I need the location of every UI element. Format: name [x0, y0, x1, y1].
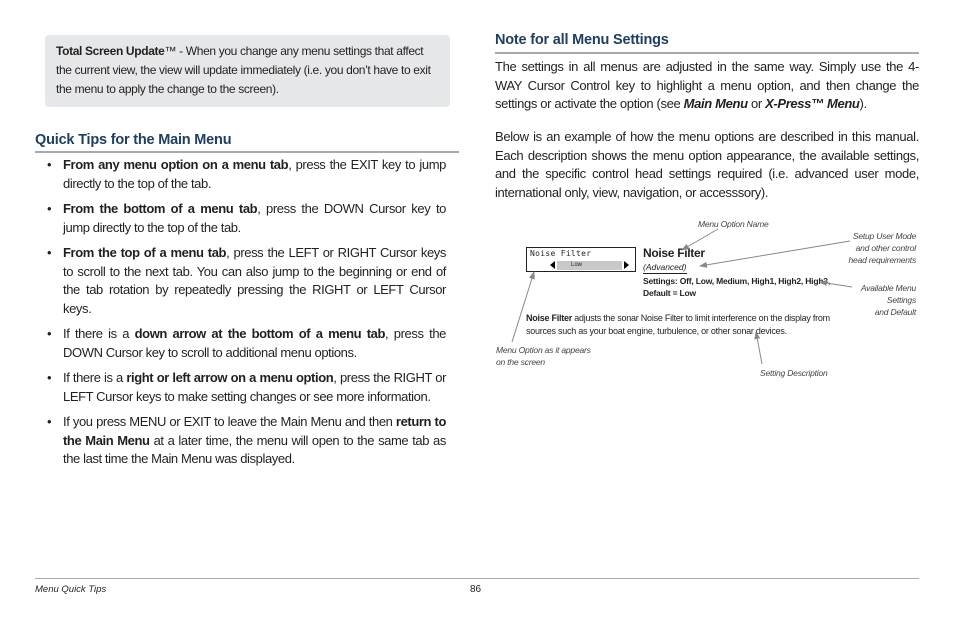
- option-name: Noise Filter: [643, 246, 705, 260]
- arrow-available-settings: [820, 282, 852, 287]
- list-item: • From the top of a menu tab, press the LEFT or RIGHT Cursor keys to scroll to the next tab. You can also jump to the beginning or end of the tab rotation by repeatedly pressing the RIGHT or LEFT Cursor keys.: [47, 245, 446, 316]
- note-text: ™ - When you change any menu settings that affect the current view, the view will update immediately (i.e. you don’t have to exit the menu to apply the change to the screen).: [56, 44, 431, 96]
- xpress-menu-reference: X-Press™ Menu: [765, 96, 860, 111]
- menu-settings-paragraph-2: Below is an example of how the menu options are described in this manual. Each description shows the menu option appearance, the available settings, and the specific control head settings required (i.e. advanced user mode, international only, view, navigation, or accesssory).: [495, 129, 919, 200]
- callout-arrows: [490, 214, 930, 384]
- arrow-menu-option-screen: [512, 272, 534, 342]
- screen-title: Noise Filter: [530, 249, 592, 258]
- arrow-menu-option-name: [682, 229, 718, 250]
- bullet: •: [47, 245, 52, 260]
- arrow-setting-description: [756, 332, 762, 364]
- list-item: • If there is a right or left arrow on a menu option, press the RIGHT or LEFT Cursor keys to make setting changes or see more information.: [47, 370, 447, 404]
- bullet: •: [47, 326, 52, 341]
- list-item: • From any menu option on a menu tab, press the EXIT key to jump directly to the top of the tab.: [47, 157, 446, 191]
- option-description: Noise Filter adjusts the sonar Noise Filter to limit interference on the display from sources such as your boat engine, turbulence, or other sonar devices.: [526, 313, 830, 336]
- list-item: • From the bottom of a menu tab, press the DOWN Cursor key to jump directly to the top of the tab.: [47, 201, 446, 235]
- footer-section-title: Menu Quick Tips: [35, 584, 107, 595]
- menu-settings-paragraph-1: The settings in all menus are adjusted in the same way. Simply use the 4-WAY Cursor Control key to highlight a menu option, and then change the settings or activate the option (see Main Menu or X-Press™ Menu).: [495, 59, 919, 111]
- arrow-setup-user-mode: [700, 241, 850, 266]
- page-number: 86: [470, 584, 482, 595]
- quick-tips-list: [47, 156, 446, 476]
- bullet: •: [47, 157, 52, 172]
- note-lead: Total Screen Update: [56, 44, 165, 58]
- option-settings: Settings: Off, Low, Medium, High1, High2, High3, Default = Low: [643, 276, 830, 298]
- option-mode: (Advanced): [643, 262, 687, 272]
- bullet: •: [47, 201, 52, 216]
- label-menu-option-screen: Menu Option as it appears on the screen: [496, 345, 591, 367]
- list-item: • If you press MENU or EXIT to leave the Main Menu and then return to the Main Menu at a later time, the menu will open to the same tab as the last time the Main Menu was displayed.: [47, 414, 446, 466]
- screen-value: Low: [571, 262, 583, 268]
- total-screen-update-note: [45, 35, 450, 107]
- bullet: •: [47, 370, 52, 385]
- main-menu-reference: Main Menu: [683, 96, 748, 111]
- quick-tips-rule: [35, 151, 459, 153]
- label-setup-user-mode: Setup User Mode and other control head requirements: [848, 231, 916, 265]
- menu-option-diagram: [490, 214, 930, 384]
- bullet: •: [47, 414, 52, 429]
- menu-settings-rule: [495, 52, 919, 54]
- list-item: • If there is a down arrow at the bottom of a menu tab, press the DOWN Cursor key to scroll to additional menu options.: [47, 326, 446, 360]
- footer-rule: [35, 578, 919, 579]
- label-menu-option-name: Menu Option Name: [698, 219, 769, 229]
- label-available-settings: Available Menu Settings and Default: [860, 283, 916, 317]
- label-setting-description: Setting Description: [760, 368, 828, 378]
- menu-settings-heading: Note for all Menu Settings: [495, 32, 669, 48]
- quick-tips-heading: Quick Tips for the Main Menu: [35, 132, 232, 148]
